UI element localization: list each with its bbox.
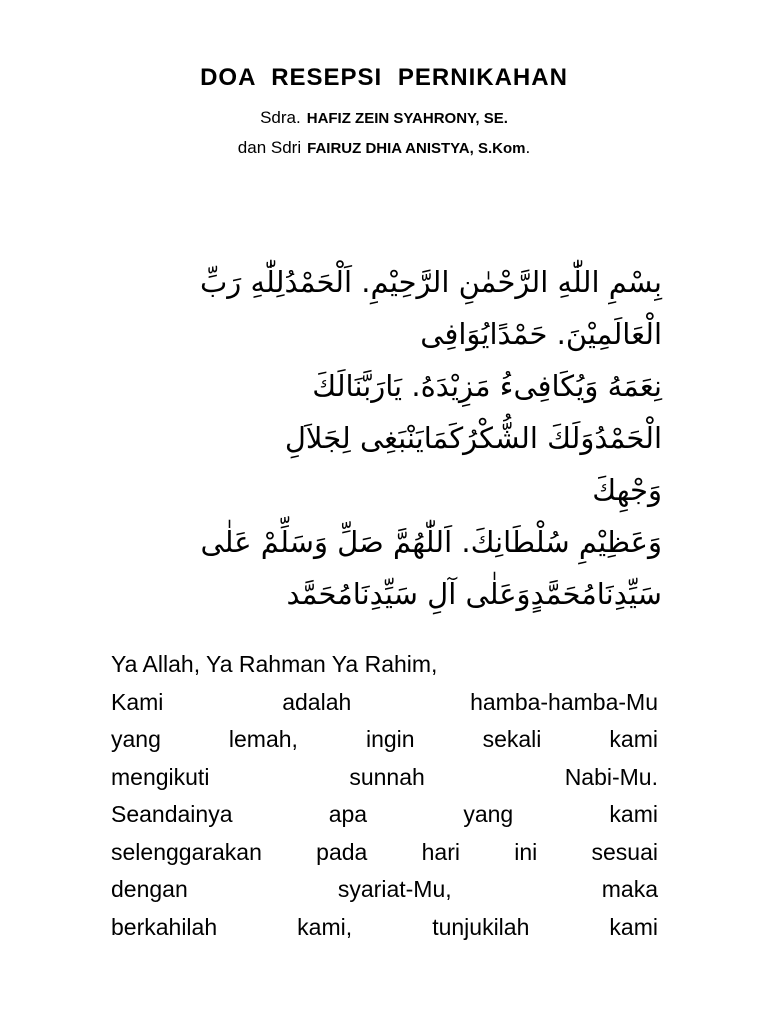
arabic-line: وَجْهِكَ (592, 473, 662, 507)
groom-name: HAFIZ ZEIN SYAHRONY, SE. (306, 110, 508, 127)
document-title: DOA RESEPSI PERNIKAHAN (200, 64, 568, 91)
bride-line (0, 138, 768, 158)
arabic-prayer (112, 256, 662, 620)
translation-line: Seandainya apa yang kami (111, 801, 658, 827)
bride-prefix: dan Sdri (237, 138, 302, 157)
arabic-line: بِسْمِ اللّٰهِ الرَّحْمٰنِ الرَّحِيْمِ. اَلْحَمْدُلِلّٰهِ رَبِّ (199, 265, 662, 299)
arabic-line: نِعَمَهُ وَيُكَافِىءُ مَزِيْدَهُ. يَارَبَّنَالَكَ (312, 369, 662, 403)
groom-line (0, 108, 768, 128)
arabic-line: الْعَالَمِيْنَ. حَمْدًايُوَافِى (420, 317, 662, 351)
translation-line: dengan syariat-Mu, maka (111, 876, 658, 902)
bride-suffix: . (525, 138, 531, 157)
bride-name: FAIRUZ DHIA ANISTYA, S.Kom (307, 140, 526, 157)
translation-line: Ya Allah, Ya Rahman Ya Rahim, (111, 651, 438, 677)
groom-prefix: Sdra. (260, 108, 301, 127)
arabic-line: وَعَظِيْمِ سُلْطَانِكَ. اَللّٰهُمَّ صَلِّ وَسَلِّمْ عَلٰى (200, 525, 662, 559)
translation-line: mengikuti sunnah Nabi-Mu. (111, 763, 658, 790)
arabic-line: سَيِّدِنَامُحَمَّدٍوَعَلٰى آلِ سَيِّدِنَامُحَمَّد (286, 577, 662, 611)
translation-line: Kami adalah hamba-hamba-Mu (111, 688, 658, 715)
arabic-line: الْحَمْدُوَلَكَ الشُّكْرُكَمَايَنْبَغِى لِجَلاَلِ (284, 421, 662, 455)
translation-line: yang lemah, ingin sekali kami (111, 726, 658, 752)
prayer-translation (111, 646, 658, 946)
translation-line: berkahilah kami, tunjukilah kami (111, 913, 658, 940)
translation-line: selenggarakan pada hari ini sesuai (111, 838, 658, 865)
